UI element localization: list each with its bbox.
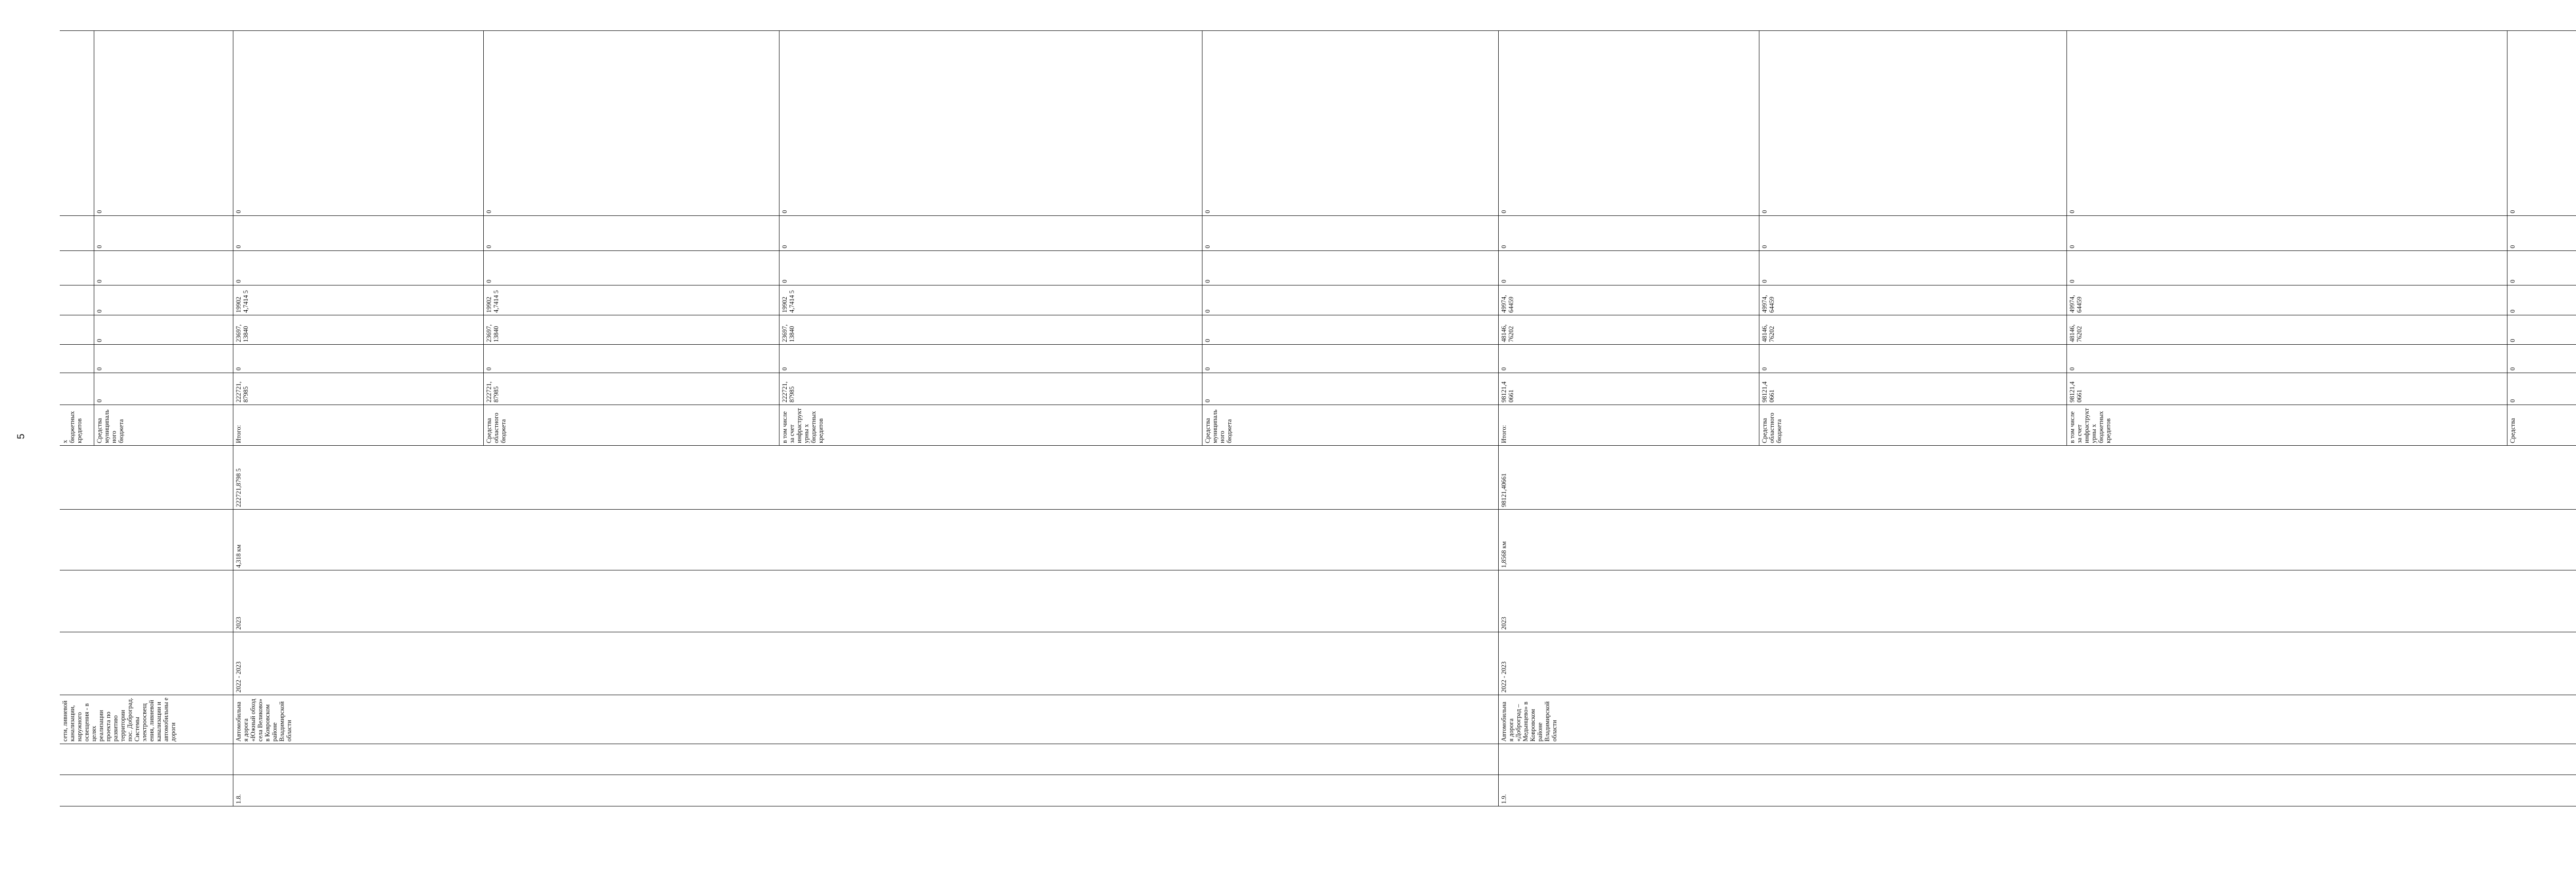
value-cell: 0 [779, 251, 1202, 285]
value-cell: 19902 4,7414 5 [483, 285, 779, 315]
value-cell: 19902 4,7414 5 [233, 285, 483, 315]
source-label: Средства областного бюджета [1759, 405, 2066, 446]
cont-period-cell [60, 632, 233, 695]
value-cell: 0 [2507, 31, 2576, 216]
cont-cost-cell [60, 446, 233, 510]
cont-source-label: Средства муниципального бюджета [94, 405, 233, 446]
value-cell: 0 [1202, 345, 1498, 373]
value-cell: 0 [1759, 251, 2066, 285]
value-cell: 0 [2507, 285, 2576, 315]
cont-year-cell [60, 570, 233, 632]
value-cell: 0 [94, 31, 233, 216]
value-cell: 0 [1498, 251, 1759, 285]
cont-num-cell [60, 775, 233, 806]
value-cell: 23697, 13840 [779, 315, 1202, 345]
value-cell: 0 [1202, 216, 1498, 251]
value-cell: 0 [1498, 216, 1759, 251]
source-label: Средства [2507, 405, 2576, 446]
rotated-page [60, 31, 2516, 806]
value-cell: 0 [94, 216, 233, 251]
commissioning-year: 2023 [1498, 570, 2576, 632]
value-cell: 0 [94, 315, 233, 345]
estimated-cost: 98121,40661 [1498, 446, 2576, 510]
investment-table [60, 30, 2576, 806]
capacity: 4,318 км [233, 510, 1498, 570]
value-cell: 0 [1759, 216, 2066, 251]
value-cell: 0 [483, 216, 779, 251]
continued-row-a [60, 31, 94, 806]
object-row-1-9 [1498, 31, 1759, 806]
value-cell: 0 [1202, 251, 1498, 285]
value-cell: 49974, 64459 [1759, 285, 2066, 315]
value-cell: 48146, 76202 [2067, 315, 2507, 345]
source-label: в том числе за счет инфраструктурны х бюджетных кредитов [2067, 405, 2507, 446]
page-number: 5 [16, 433, 27, 440]
value-cell: 0 [94, 345, 233, 373]
value-cell: 0 [2067, 216, 2507, 251]
source-label: Итого: [1498, 405, 1759, 446]
value-cell: 48146, 76202 [1759, 315, 2066, 345]
value-cell: 0 [94, 251, 233, 285]
capacity: 1,8568 км [1498, 510, 2576, 570]
value-cell: 0 [1202, 373, 1498, 405]
value-cell: 0 [2507, 345, 2576, 373]
value-cell: 0 [233, 31, 483, 216]
value-cell: 0 [483, 345, 779, 373]
value-cell: 98121,4 0661 [2067, 373, 2507, 405]
cont-empty-cell [60, 744, 233, 775]
value-cell: 0 [1202, 285, 1498, 315]
value-cell: 0 [2507, 251, 2576, 285]
value-cell: 0 [233, 345, 483, 373]
value-cell: 0 [2507, 216, 2576, 251]
source-label: Средства областного бюджета [483, 405, 779, 446]
object-row-1-8 [233, 31, 483, 806]
estimated-cost: 222721,8798 5 [233, 446, 1498, 510]
construction-period: 2022 - 2023 [233, 632, 1498, 695]
value-cell: 98121,4 0661 [1759, 373, 2066, 405]
value-cell: 222721, 87985 [779, 373, 1202, 405]
value-cell: 0 [779, 216, 1202, 251]
value-cell: 0 [483, 31, 779, 216]
value-cell: 0 [1759, 345, 2066, 373]
value-cell: 98121,4 0661 [1498, 373, 1759, 405]
value-cell: 0 [2507, 373, 2576, 405]
cont-capacity-cell [60, 510, 233, 570]
value-cell: 0 [94, 285, 233, 315]
value-cell: 0 [2067, 345, 2507, 373]
value-cell: 0 [1759, 31, 2066, 216]
value-cell: 0 [2067, 31, 2507, 216]
value-cell: 0 [1498, 31, 1759, 216]
value-cell: 222721, 87985 [233, 373, 483, 405]
row-number: 1.8. [233, 775, 1498, 806]
value-cell: 0 [1202, 315, 1498, 345]
value-cell: 0 [2067, 251, 2507, 285]
value-cell: 48146, 76202 [1498, 315, 1759, 345]
construction-period: 2022 - 2023 [1498, 632, 2576, 695]
value-cell: 49974, 64459 [2067, 285, 2507, 315]
value-cell: 222721, 87985 [483, 373, 779, 405]
value-cell: 0 [779, 345, 1202, 373]
object-name: Автомобильна я дорога «Южный обход села Великово» в Ковровском районе Владимирской области [233, 695, 1498, 744]
value-cell: 0 [94, 373, 233, 405]
source-label: Средства муниципального бюджета [1202, 405, 1498, 446]
value-cell: 0 [1202, 31, 1498, 216]
value-cell: 23697, 13840 [483, 315, 779, 345]
source-label: Итого: [233, 405, 483, 446]
value-cell: 49974, 64459 [1498, 285, 1759, 315]
value-cell: 23697, 13840 [233, 315, 483, 345]
value-cell: 0 [233, 251, 483, 285]
value-cell: 0 [779, 31, 1202, 216]
row-number: 1.9. [1498, 775, 2576, 806]
cont-object-name: сети, ливневой канализации, наружного освещения - в целях реализации проекта по развитию территории пос. Доброград. Системы электроосвещ ения, ливневой канализации и автомобильны е дороги [60, 695, 233, 744]
value-cell: 0 [483, 251, 779, 285]
commissioning-year: 2023 [233, 570, 1498, 632]
value-cell: 0 [233, 216, 483, 251]
value-cell: 0 [1498, 345, 1759, 373]
source-label: в том числе за счет инфраструктурны х бюджетных кредитов [779, 405, 1202, 446]
value-cell: 0 [2507, 315, 2576, 345]
value-cell: 19902 4,7414 5 [779, 285, 1202, 315]
object-name: Автомобильна я дорога «Доброград – Медынцево» в Ковровском районе Владимирской области [1498, 695, 2576, 744]
cont-source-label: х бюджетных кредитов [60, 405, 94, 446]
